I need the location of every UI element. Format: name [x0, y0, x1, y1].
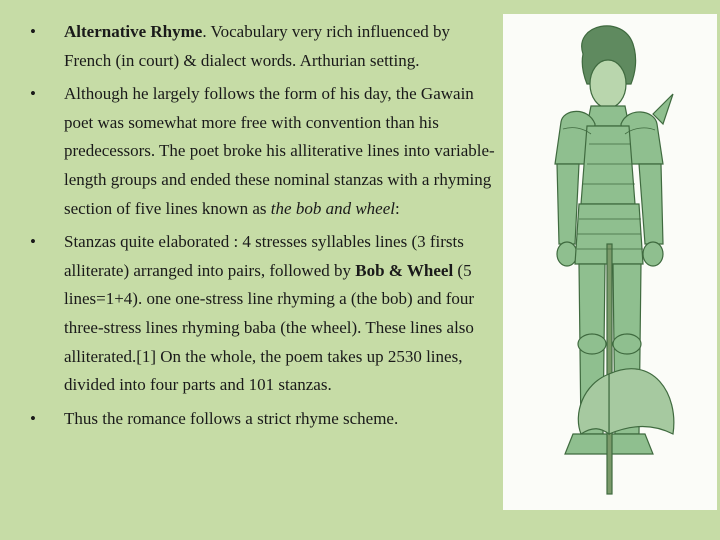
bullet-text: . Vocabulary very rich influenced by French (in court) & dialect words. Arthurian setting.	[64, 22, 451, 70]
bullet-item	[30, 18, 500, 75]
bullet-list	[30, 18, 500, 438]
bullet-text: Stanzas quite elaborated : 4 stresses syllables lines (3 firsts alliterate) arranged into pairs, followed by	[64, 232, 464, 280]
bullet-text: Although he largely follows the form of his day, the Gawain poet was somewhat more free with convention than his predecessors. The poet broke his alliterative lines into variable-length groups and ended these nominal stanzas with a rhyming section of five lines known as	[64, 84, 495, 218]
bullet-tail: :	[394, 198, 400, 218]
bullet-item	[30, 80, 500, 223]
bullet-marker: •	[30, 408, 36, 428]
bullet-marker: •	[30, 232, 36, 252]
bullet-marker: •	[30, 84, 36, 104]
bullet-marker: •	[30, 22, 36, 41]
knight-illustration	[503, 14, 717, 510]
bullet-text: Thus the romance follows a strict rhyme scheme.	[64, 408, 399, 428]
bullet-bold-lead: Alternative Rhyme	[64, 22, 203, 41]
knight-drawing	[503, 14, 717, 510]
bullet-bold-term: Bob & Wheel	[355, 260, 454, 280]
bullet-item	[30, 405, 500, 434]
bullet-item	[30, 228, 500, 400]
bullet-text-continued: (5 lines=1+4). one one-stress line rhyming a (the bob) and four three-stress lines rhyming baba (the wheel). These lines also alliterated.[1] On the whole, the poem takes up 2530 lines, divided into four parts and 101 stanzas.	[64, 260, 475, 395]
bullet-italic-term: the bob and wheel	[270, 198, 395, 218]
